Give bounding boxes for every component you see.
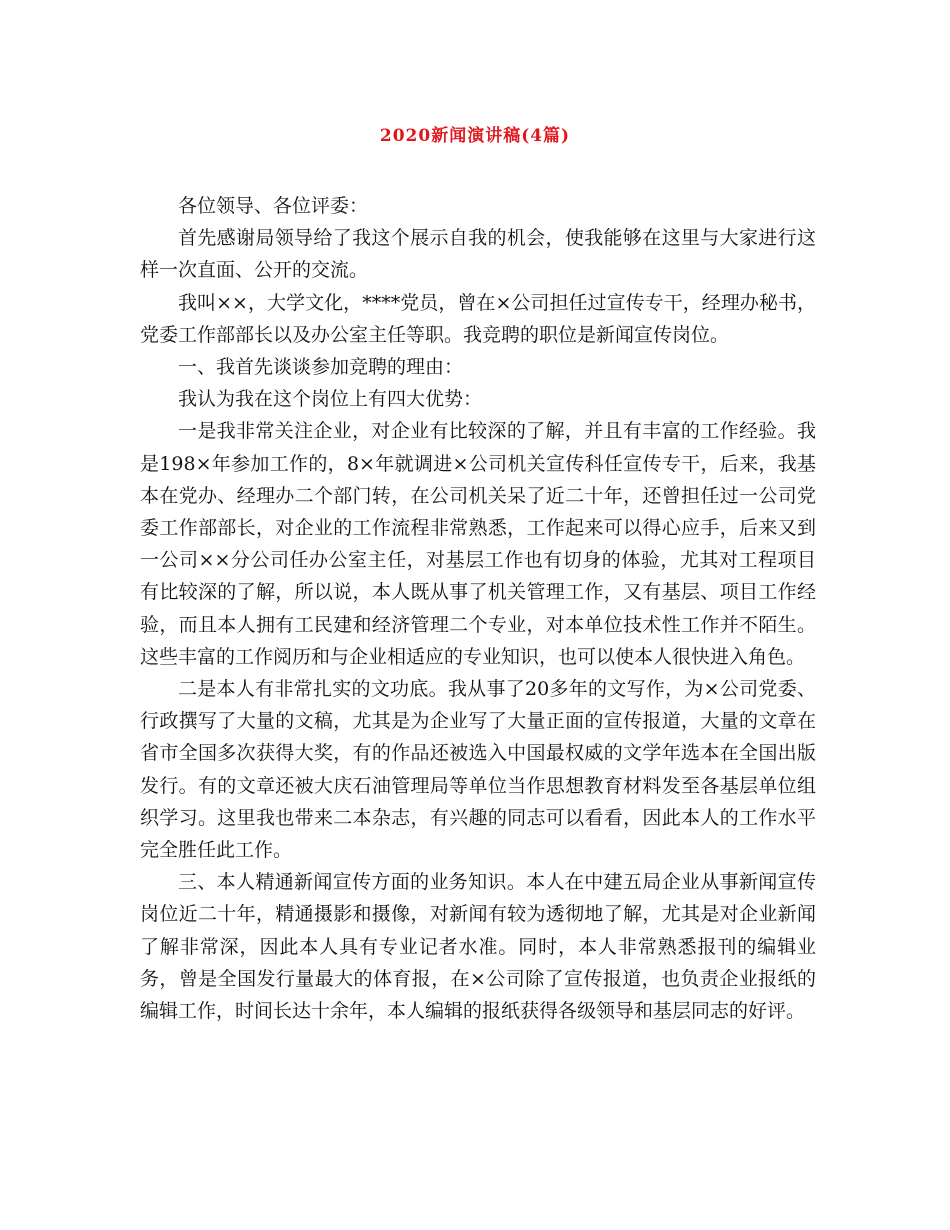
paragraph-advantage-three: 三、本人精通新闻宣传方面的业务知识。本人在中建五局企业从事新闻宣传岗位近二十年，精通摄影和摄像，对新闻有较为透彻地了解，尤其是对企业新闻了解非常深，因此本人具有专业记者水准。同时，本人非常熟悉报刊的编辑业务，曾是全国发行量最大的体育报，在×公司除了宣传报道，也负责企业报纸的编辑工作，时间长达十余年，本人编辑的报纸获得各级领导和基层同志的好评。 [140, 871, 816, 1023]
paragraph-advantages-intro: 我认为我在这个岗位上有四大优势： [178, 388, 483, 411]
paragraph-advantage-two: 二是本人有非常扎实的文功底。我从事了20多年的文写作，为×公司党委、行政撰写了大量的文稿，尤其是为企业写了大量正面的宣传报道，大量的文章在省市全国多次获得大奖，有的作品还被选入中国最权威的文学年选本在全国出版发行。有的文章还被大庆石油管理局等单位当作思想教育材料发至各基层单位组织学习。这里我也带来二本杂志，有兴趣的同志可以看看，因此本人的工作水平完全胜任此工作。 [140, 678, 816, 862]
paragraph-self-intro: 我叫××，大学文化，****党员，曾在×公司担任过宣传专干，经理办秘书，党委工作部部长以及办公室主任等职。我竞聘的职位是新闻宣传岗位。 [140, 291, 816, 346]
paragraph-salutation: 各位领导、各位评委： [178, 195, 369, 217]
paragraph-advantage-one: 一是我非常关注企业，对企业有比较深的了解，并且有丰富的工作经验。我是198×年参加工作的，8×年就调进×公司机关宣传科任宣传专干，后来，我基本在党办、经理办二个部门转，在公司机关呆了近二十年，还曾担任过一公司党委工作部部长，对企业的工作流程非常熟悉，工作起来可以得心应手，后来又到一公司××分公司任办公室主任，对基层工作也有切身的体验，尤其对工程项目有比较深的了解，所以说，本人既从事了机关管理工作，又有基层、项目工作经验，而且本人拥有工民建和经济管理二个专业，对本单位技术性工作并不陌生。这些丰富的工作阅历和与企业相适应的专业知识，也可以使本人很快进入角色。 [140, 420, 816, 668]
paragraph-thanks: 首先感谢局领导给了我这个展示自我的机会，使我能够在这里与大家进行这样一次直面、公开的交流。 [140, 227, 816, 282]
document-body [140, 190, 816, 1027]
document-title: 2020新闻演讲稿(4篇) [379, 126, 571, 146]
paragraph-section-heading: 一、我首先谈谈参加竞聘的理由： [178, 356, 464, 379]
